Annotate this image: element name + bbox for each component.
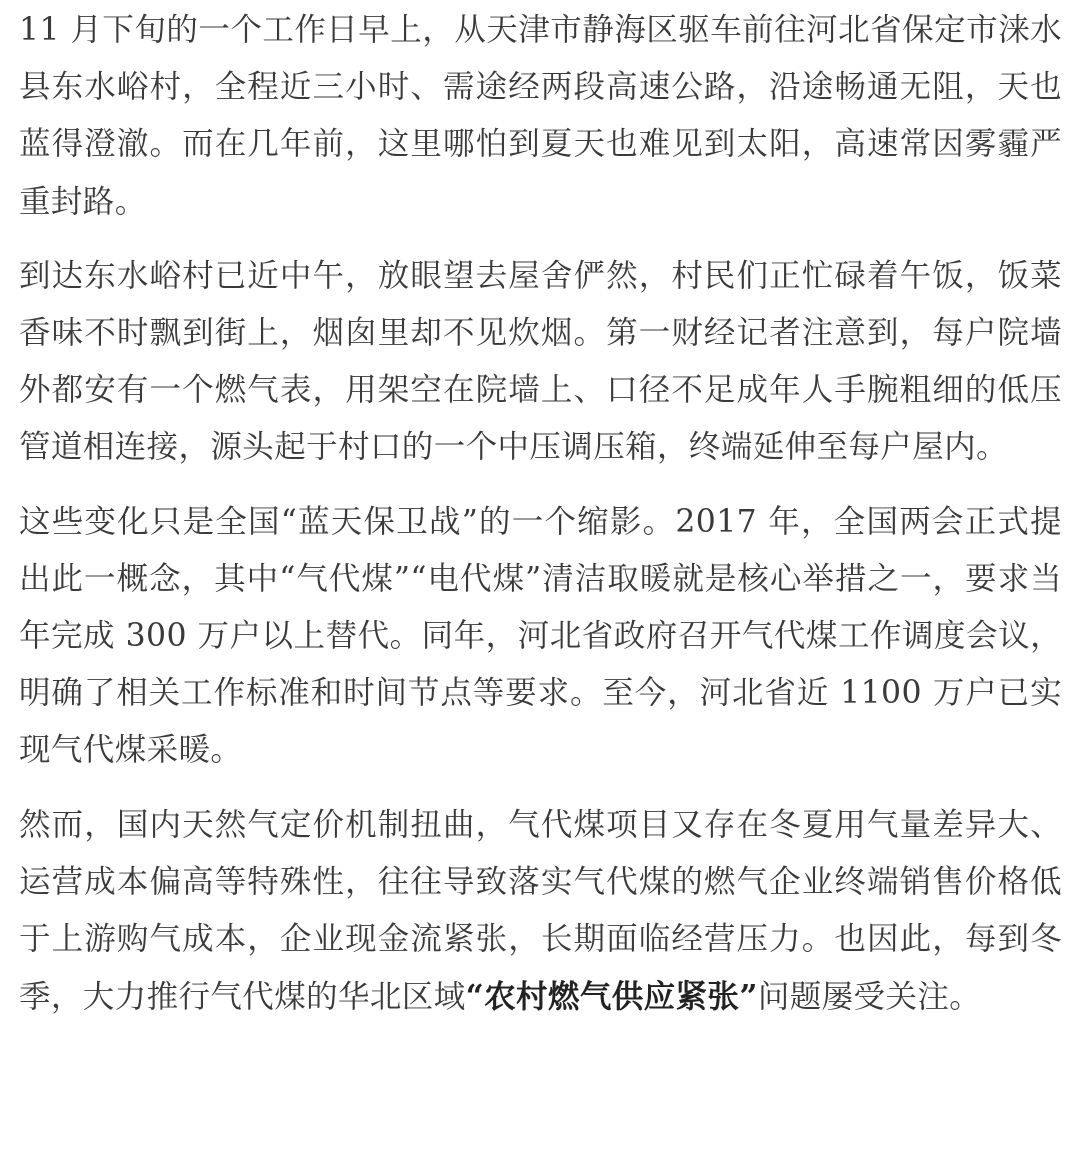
- paragraph-1: [19, 2, 1062, 231]
- paragraph-3: [19, 494, 1062, 780]
- paragraph-4: [19, 797, 1062, 1027]
- paragraph-3-text: 这些变化只是全国“蓝天保卫战”的一个缩影。2017 年，全国两会正式提出此一概念，其中“气代煤”“电代煤”清洁取暖就是核心举措之一，要求当年完成 300 万户以上替代。同年，河北省政府召开气代煤工作调度会议，明确了相关工作标准和时间节点等要求。至今，河北省近 1100 万户已实现气代煤采暖。: [19, 503, 1062, 769]
- paragraph-4-tail: 问题屡受关注。: [757, 979, 982, 1016]
- paragraph-4-emphasis: “农村燃气供应紧张”: [465, 978, 758, 1016]
- paragraph-2-text: 到达东水峪村已近中午，放眼望去屋舍俨然，村民们正忙碌着午饭，饭菜香味不时飘到街上，烟囱里却不见炊烟。第一财经记者注意到，每户院墙外都安有一个燃气表，用架空在院墙上、口径不足成年人手腕粗细的低压管道相连接，源头起于村口的一个中压调压箱，终端延伸至每户屋内。: [19, 257, 1062, 466]
- paragraph-4-text: 然而，国内天然气定价机制扭曲，气代煤项目又存在冬夏用气量差异大、运营成本偏高等特殊性，往往导致落实气代煤的燃气企业终端销售价格低于上游购气成本，企业现金流紧张，长期面临经营压力。也因此，每到冬季，大力推行气代煤的华北区域: [19, 806, 1062, 1016]
- article-body: [0, 2, 1080, 1026]
- paragraph-1-text: 11 月下旬的一个工作日早上，从天津市静海区驱车前往河北省保定市涞水县东水峪村，全程近三小时、需途经两段高速公路，沿途畅通无阻，天也蓝得澄澈。而在几年前，这里哪怕到夏天也难见到太阳，高速常因雾霾严重封路。: [19, 12, 1062, 220]
- paragraph-2: [19, 248, 1062, 477]
